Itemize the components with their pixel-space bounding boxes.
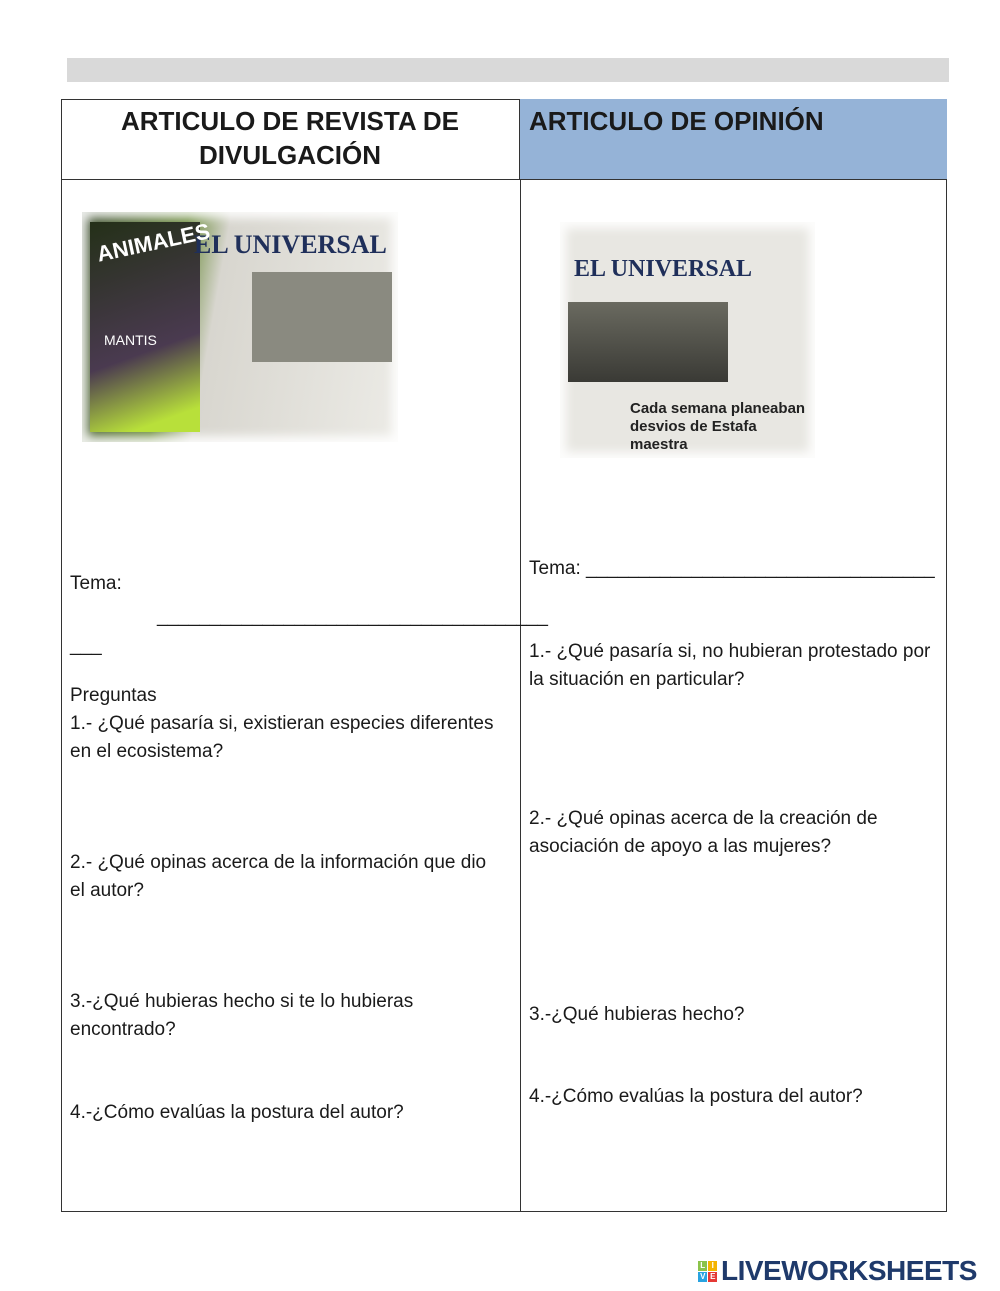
- liveworksheets-logo: [698, 1255, 977, 1287]
- left-column-header: ARTICULO DE REVISTA DE DIVULGACIÓN: [61, 99, 520, 180]
- left-tema-answer-line[interactable]: _____________________________________: [157, 606, 548, 627]
- magazine-subtitle: MANTIS: [104, 332, 157, 348]
- newspaper-photo: [252, 272, 392, 362]
- newspaper-photo-right: [560, 222, 815, 458]
- right-question-3: 3.-¿Qué hubieras hecho?: [529, 1004, 745, 1025]
- column-divider: [520, 180, 521, 1212]
- right-question-2: 2.- ¿Qué opinas acerca de la creación de asociación de apoyo a las mujeres?: [529, 808, 878, 857]
- right-question-4: 4.-¿Cómo evalúas la postura del autor?: [529, 1086, 863, 1107]
- left-question-2: 2.- ¿Qué opinas acerca de la información que dio el autor?: [70, 852, 487, 901]
- top-bar: [67, 58, 949, 82]
- newspaper-headline: Cada semana planeaban desvios de Estafa maestra: [630, 400, 806, 453]
- left-question-3: 3.-¿Qué hubieras hecho si te lo hubieras encontrado?: [70, 991, 414, 1040]
- left-tema-label: Tema:: [70, 573, 122, 594]
- live-icon: L I V E: [698, 1261, 717, 1282]
- magazine-title: ANIMALES: [94, 218, 213, 267]
- logo-text: LIVEWORKSHEETS: [721, 1255, 977, 1286]
- newspaper-masthead: EL UNIVERSAL: [574, 256, 753, 282]
- protest-photo: [568, 302, 728, 382]
- right-tema[interactable]: Tema: _________________________________: [529, 558, 935, 579]
- newspaper-masthead: EL UNIVERSAL: [194, 230, 387, 259]
- preguntas-label: Preguntas: [70, 685, 157, 706]
- magazine-photo: [82, 212, 398, 442]
- right-question-1: 1.- ¿Qué pasaría si, no hubieran protestado por la situación en particular?: [529, 641, 931, 690]
- right-column-header: ARTICULO DE OPINIÓN: [520, 99, 947, 180]
- left-question-1: 1.- ¿Qué pasaría si, existieran especies diferentes en el ecosistema?: [70, 713, 494, 762]
- left-question-4: 4.-¿Cómo evalúas la postura del autor?: [70, 1102, 404, 1123]
- left-tema-answer-line-2[interactable]: ___: [70, 635, 102, 656]
